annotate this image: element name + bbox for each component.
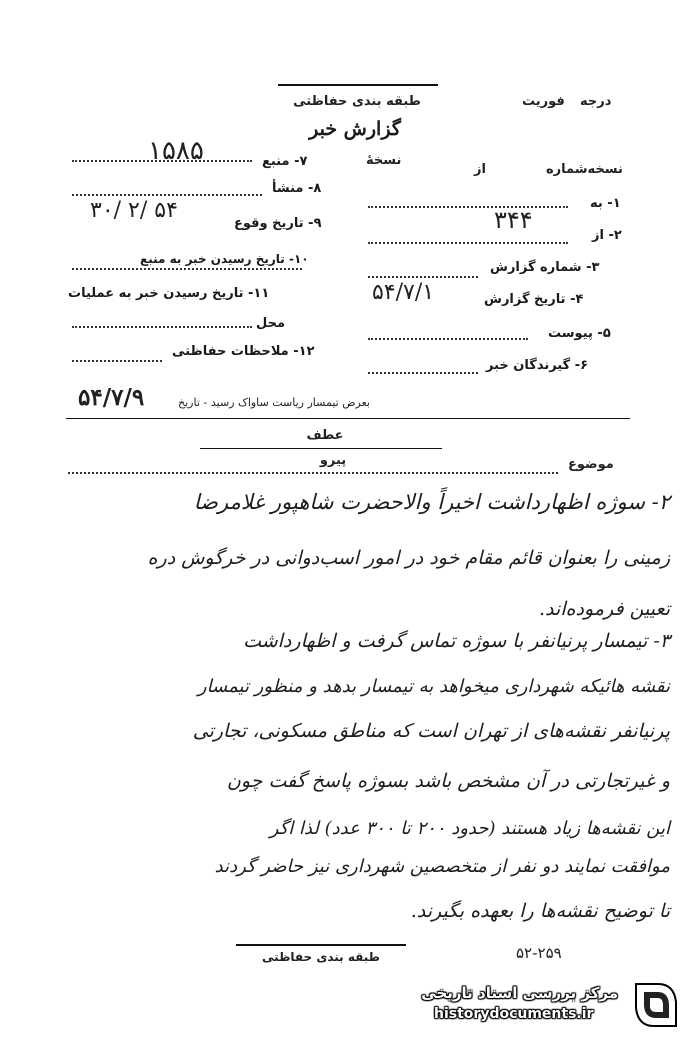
field-source-date-line [72, 268, 302, 270]
review-stamp-text: بعرض تیمسار ریاست ساواک رسید - تاریخ [178, 396, 370, 409]
field-occurrence-date: ۹- تاریخ وقوع [234, 216, 322, 231]
subject-line [68, 472, 558, 474]
body-line-4: ۳- تیمسار پرنیانفر با سوژه تماس گرفت و اظهارداشت [243, 630, 670, 652]
body-line-2: زمینی را بعنوان قائم مقام خود در امور اسب‌دوانی در خرگوش دره [147, 547, 670, 569]
atf-rule [200, 448, 442, 449]
body-line-8: این نقشه‌ها زیاد هستند (حدود ۲۰۰ تا ۳۰۰ عدد) لذا اگر [269, 818, 670, 839]
watermark-title: مرکز بررسی اسناد تاریخی [421, 984, 618, 1002]
field-report-date: ۴- تاریخ گزارش [484, 292, 584, 307]
peyro-label: پیرو [319, 453, 347, 468]
field-source-date: ۱۰- تاریخ رسیدن خبر به منبع [140, 252, 309, 266]
body-line-9: موافقت نمایند دو نفر از متخصصین شهرداری نیز حاضر گردند [214, 856, 670, 877]
field-from-line [368, 242, 568, 244]
field-to-line [368, 206, 568, 208]
field-recipients-line [368, 372, 478, 374]
field-from: ۲- از [592, 228, 622, 243]
field-report-number-line [368, 276, 478, 278]
field-recipients: ۶- گیرندگان خبر [486, 358, 589, 373]
body-line-6: پرنیانفر نقشه‌های از تهران است که مناطق مسکونی، تجارتی [192, 720, 670, 742]
number-dotted-line [72, 160, 252, 162]
field-to: ۱- به [590, 196, 621, 211]
field-operations-date: ۱۱- تاریخ رسیدن خبر به عملیات [68, 286, 270, 301]
classification-label-top: طبقه بندی حفاظتی [293, 94, 421, 109]
field-origin: ۸- منشأ [272, 181, 322, 196]
subject-label: موضوع [568, 457, 614, 472]
field-location-line [72, 326, 252, 328]
field-occurrence-value: ۳۰/ ۲/ ۵۴ [90, 198, 178, 223]
copy-number-label: نسخه‌شماره [546, 162, 623, 177]
body-line-1: ۲- سوژه اظهارداشت اخیراً والاحضرت شاهپور غلامرضا [193, 490, 670, 514]
field-attachment-line [368, 338, 528, 340]
body-line-7: و غیرتجارتی در آن مشخص باشد بسوژه پاسخ گفت چون [226, 770, 670, 792]
body-line-10: تا توضیح نقشه‌ها را بعهده بگیرند. [410, 900, 670, 922]
field-from-value: ۳۴۴ [494, 206, 533, 234]
field-source: ۷- منبع [262, 154, 308, 169]
watermark-url: historydocuments.ir [434, 1006, 594, 1022]
degree-label: درجه [580, 94, 612, 109]
field-attachment: ۵- پیوست [548, 326, 611, 341]
field-report-number: ۳- شماره گزارش [490, 260, 600, 275]
report-title: گزارش خبر [309, 118, 401, 140]
field-origin-line [72, 194, 262, 196]
handwritten-doc-number: ۱۵۸۵ [148, 136, 204, 166]
classification-label-bottom: طبقه بندی حفاظتی [262, 950, 380, 964]
atf-label: عطف [306, 428, 344, 443]
document-code: ۵۲-۲۵۹ [516, 944, 562, 962]
body-line-5: نقشه هائیکه شهرداری میخواهد به تیمسار بدهد و منظور تیمسار [197, 676, 670, 697]
from-label: از [474, 162, 486, 177]
body-line-3: تعیین فرموده‌اند. [539, 598, 670, 620]
review-date-handwritten: ۵۴/۷/۹ [78, 384, 145, 411]
copy-label: نسخهٔ [366, 153, 402, 168]
field-report-date-value: ۵۴/۷/۱ [372, 280, 435, 305]
footer-rule [236, 944, 406, 946]
review-rule [66, 418, 630, 419]
watermark-logo-icon [628, 978, 684, 1032]
field-security-line [72, 360, 162, 362]
top-rule [278, 84, 438, 86]
field-security-notes: ۱۲- ملاحظات حفاظتی [172, 344, 315, 359]
field-location: محل [256, 316, 286, 331]
degree-value: فوریت [522, 94, 565, 109]
